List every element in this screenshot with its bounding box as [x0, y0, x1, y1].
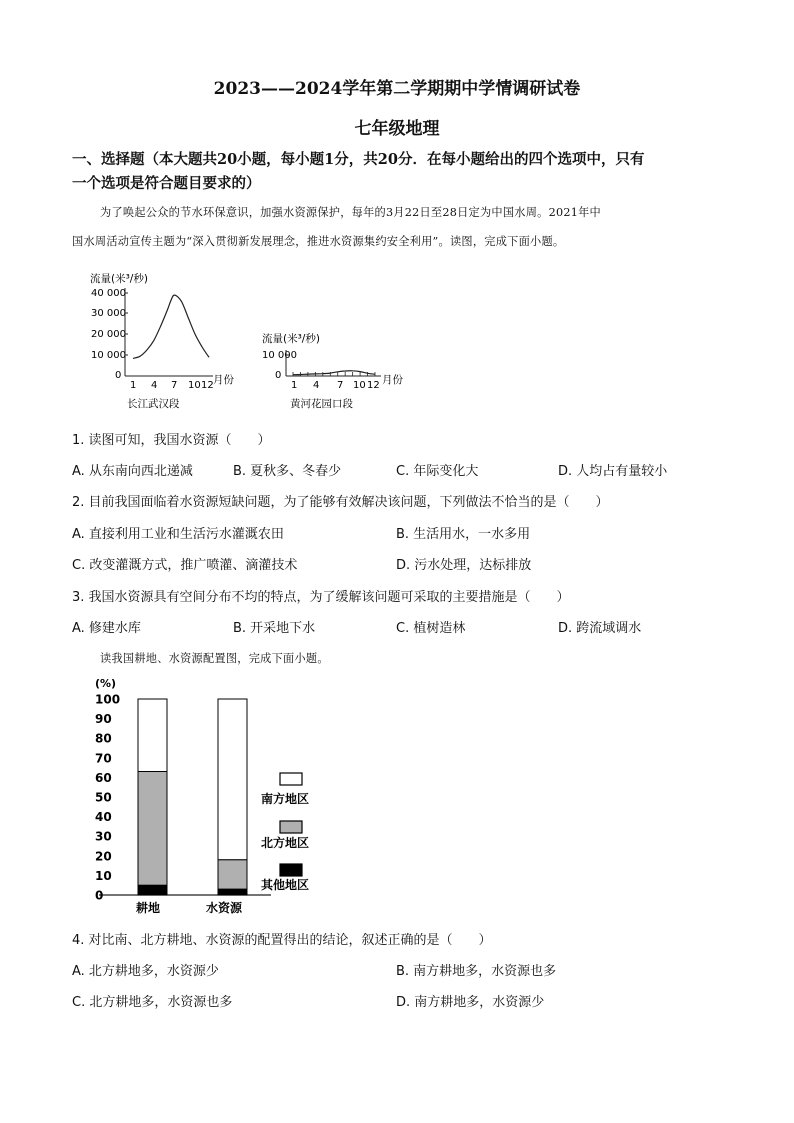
y-tick: 0	[115, 370, 122, 381]
x-tick: 12	[367, 380, 380, 391]
chart-bars	[138, 699, 247, 895]
question-4-option-c[interactable]: C. 北方耕地多，水资源也多	[72, 995, 233, 1010]
y-tick-label: 40	[95, 810, 112, 825]
question-1-option-d[interactable]: D. 人均占有量较小	[558, 464, 668, 479]
intro-paragraph-line1: 为了唤起公众的节水环保意识，加强水资源保护，每年的3月22日至28日定为中国水周。2021年中	[100, 206, 601, 219]
farmland-water-chart	[95, 673, 345, 919]
question-1-stem: 1. 读图可知，我国水资源（ ）	[72, 433, 271, 448]
x-tick: 10	[188, 380, 201, 391]
question-2-option-c[interactable]: C. 改变灌溉方式，推广喷灌、滴灌技术	[72, 558, 298, 573]
flow-charts	[85, 266, 425, 416]
question-2-option-b[interactable]: B. 生活用水，一水多用	[396, 527, 531, 542]
x-tick: 1	[291, 380, 298, 391]
section-heading-line1: 一、选择题（本大题共20小题，每小题1分，共20分．在每小题给出的四个选项中，只有	[72, 151, 645, 168]
y-tick-label: 70	[95, 751, 112, 766]
legend-other-label: 其他地区	[261, 878, 310, 892]
question-4-option-d[interactable]: D. 南方耕地多，水资源少	[396, 995, 545, 1010]
chart-y-axis	[95, 693, 120, 903]
x-tick: 7	[171, 380, 178, 391]
question-2-option-a[interactable]: A. 直接利用工业和生活污水灌溉农田	[72, 527, 284, 542]
question-1-option-b[interactable]: B. 夏秋多、冬春少	[233, 464, 342, 479]
yangtze-chart	[90, 272, 234, 410]
yellow-ylabel: 流量(米³/秒)	[262, 333, 320, 345]
question-3-stem: 3. 我国水资源具有空间分布不均的特点，为了缓解该问题可采取的主要措施是（ ）	[72, 590, 570, 605]
x-tick: 7	[337, 380, 344, 391]
question-3-option-b[interactable]: B. 开采地下水	[233, 621, 316, 636]
x-axis-unit: 月份	[213, 374, 234, 386]
bar-segment	[218, 889, 247, 895]
y-tick-label: 60	[95, 770, 112, 785]
y-tick-label: 50	[95, 790, 112, 805]
question-2-option-d[interactable]: D. 污水处理，达标排放	[396, 558, 532, 573]
question-1-option-c[interactable]: C. 年际变化大	[396, 464, 479, 479]
legend-north-label: 北方地区	[261, 836, 310, 850]
question-1-option-a[interactable]: A. 从东南向西北递减	[72, 464, 193, 479]
y-tick-label: 30	[95, 829, 112, 844]
yangtze-ylabel: 流量(米³/秒)	[90, 273, 148, 285]
x-tick: 10	[353, 380, 366, 391]
y-tick: 10 000	[262, 350, 297, 361]
y-tick-label: 0	[95, 888, 104, 903]
y-tick: 40 000	[91, 288, 126, 299]
yangtze-caption: 长江武汉段	[127, 398, 180, 410]
question-3-option-a[interactable]: A. 修建水库	[72, 621, 141, 636]
exam-title: 2023——2024学年第二学期期中学情调研试卷	[213, 79, 581, 99]
bar-segment	[138, 885, 167, 895]
question-2-stem: 2. 目前我国面临着水资源短缺问题，为了能够有效解决该问题，下列做法不恰当的是（ ）	[72, 495, 609, 510]
section-heading-line2: 一个选项是符合题目要求的）	[72, 175, 261, 192]
yangtze-flow-line	[133, 295, 209, 358]
x-tick: 12	[201, 380, 214, 391]
question-3-option-c[interactable]: C. 植树造林	[396, 621, 466, 636]
x-axis-unit: 月份	[382, 374, 403, 386]
category-label-farmland: 耕地	[136, 901, 161, 915]
legend-south-label: 南方地区	[261, 792, 310, 806]
question-3-option-d[interactable]: D. 跨流域调水	[558, 621, 642, 636]
y-tick: 20 000	[91, 329, 126, 340]
x-tick: 4	[313, 380, 320, 391]
yellow-caption: 黄河花园口段	[290, 398, 353, 410]
bar-segment	[218, 860, 247, 889]
category-label-water: 水资源	[206, 901, 243, 915]
bar-segment	[138, 772, 167, 886]
y-tick: 10 000	[91, 350, 126, 361]
x-tick: 1	[130, 380, 137, 391]
bar-segment	[138, 699, 167, 772]
x-tick: 4	[151, 380, 158, 391]
chart-y-unit: (%)	[95, 677, 117, 690]
exam-subtitle: 七年级地理	[354, 119, 440, 139]
y-tick-label: 10	[95, 868, 112, 883]
y-tick: 30 000	[91, 308, 126, 319]
question-4-stem: 4. 对比南、北方耕地、水资源的配置得出的结论，叙述正确的是（ ）	[72, 933, 492, 948]
legend-south-swatch	[280, 773, 302, 785]
y-tick-label: 80	[95, 731, 112, 746]
question-4-option-a[interactable]: A. 北方耕地多，水资源少	[72, 964, 219, 979]
intro-paragraph-line2: 国水周活动宣传主题为“深入贯彻新发展理念，推进水资源集约安全利用”。读图，完成下面小题。	[72, 235, 565, 248]
bar-segment	[218, 699, 247, 860]
y-tick-label: 90	[95, 712, 112, 727]
legend-other-swatch	[280, 864, 302, 876]
y-tick-label: 20	[95, 849, 112, 864]
y-tick-label: 100	[95, 692, 121, 707]
question-4-option-b[interactable]: B. 南方耕地多，水资源也多	[396, 964, 557, 979]
legend-north-swatch	[280, 821, 302, 833]
intro-paragraph-2: 读我国耕地、水资源配置图，完成下面小题。	[100, 652, 329, 665]
y-tick: 0	[275, 370, 282, 381]
yellow-river-chart	[262, 332, 403, 410]
yellow-flow-line	[293, 371, 375, 375]
